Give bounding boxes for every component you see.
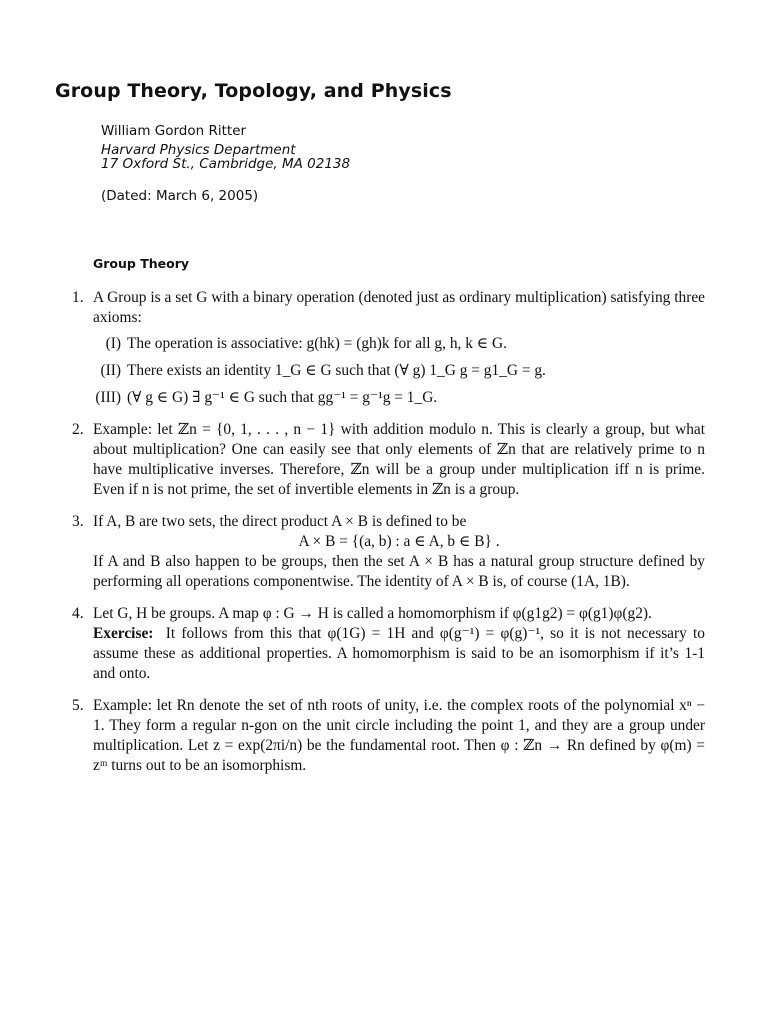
item-text: Let G, H be groups. A map φ : G → H is called a homomorphism if φ(g1g2) = φ(g1)φ(g2). xyxy=(93,605,652,622)
exercise-label: Exercise: xyxy=(93,625,154,642)
exercise-paragraph xyxy=(93,624,705,684)
numbered-list xyxy=(72,288,705,788)
date-line: (Dated: March 6, 2005) xyxy=(101,188,259,204)
list-item xyxy=(72,512,705,592)
list-item xyxy=(72,604,705,684)
item-text: A Group is a set G with a binary operation (denoted just as ordinary multiplication) satisfying three axioms: xyxy=(93,289,705,326)
axiom-text: (∀ g ∈ G) ∃ g⁻¹ ∈ G such that gg⁻¹ = g⁻¹g = 1_G. xyxy=(127,389,438,406)
list-item xyxy=(72,696,705,776)
item-text: Example: let ℤn = {0, 1, . . . , n − 1} with addition modulo n. This is clearly a group, but what about multiplication? One can easily see that only elements of ℤn that are relatively prime to n have multiplicative inverses. Therefore, ℤn will be a group under multiplication iff n is prime. Even if n is not prime, the set of invertible elements in ℤn is a group. xyxy=(93,421,705,498)
axiom-label: (I) xyxy=(105,335,121,352)
item-continuation-text: If A and B also happen to be groups, then the set A × B has a natural group structure defined by performing all operations componentwise. The identity of A × B is, of course (1A, 1B). xyxy=(93,553,705,590)
axiom-label: (II) xyxy=(100,362,121,379)
affiliation-line-1: Harvard Physics Department xyxy=(101,142,296,158)
item-number: 2. xyxy=(72,421,84,438)
axiom-list xyxy=(93,334,705,408)
author-affiliation xyxy=(101,143,350,171)
paper-title: Group Theory, Topology, and Physics xyxy=(55,80,452,102)
axiom-item xyxy=(93,361,705,381)
axiom-text: The operation is associative: g(hk) = (gh)k for all g, h, k ∈ G. xyxy=(127,335,507,352)
item-number: 5. xyxy=(72,697,84,714)
axiom-text: There exists an identity 1_G ∈ G such that (∀ g) 1_G g = g1_G = g. xyxy=(127,362,546,379)
affiliation-line-2: 17 Oxford St., Cambridge, MA 02138 xyxy=(101,156,351,172)
display-equation: A × B = {(a, b) : a ∈ A, b ∈ B} . xyxy=(298,533,500,550)
list-item xyxy=(72,420,705,500)
exercise-text: It follows from this that φ(1G) = 1H and φ(g⁻¹) = φ(g)⁻¹, so it is not necessary to assume these as additional properties. A homomorphism is said to be an isomorphism if it’s 1-1 and onto. xyxy=(93,625,705,682)
item-number: 4. xyxy=(72,605,84,622)
item-text: Example: let Rn denote the set of nth roots of unity, i.e. the complex roots of the polynomial xⁿ − 1. They form a regular n-gon on the unit circle including the point 1, and they are a group under multiplication. Let z = exp(2πi/n) be the fundamental root. Then φ : ℤn → Rn defined by φ(m) = zᵐ turns out to be an isomorphism. xyxy=(93,697,705,774)
item-text: If A, B are two sets, the direct product A × B is defined to be xyxy=(93,513,467,530)
axiom-item xyxy=(93,388,705,408)
axiom-label: (III) xyxy=(95,389,121,406)
list-item xyxy=(72,288,705,408)
item-number: 3. xyxy=(72,513,84,530)
section-heading: Group Theory xyxy=(93,256,190,271)
item-number: 1. xyxy=(72,289,84,306)
axiom-item xyxy=(93,334,705,354)
author-name: William Gordon Ritter xyxy=(101,123,247,139)
